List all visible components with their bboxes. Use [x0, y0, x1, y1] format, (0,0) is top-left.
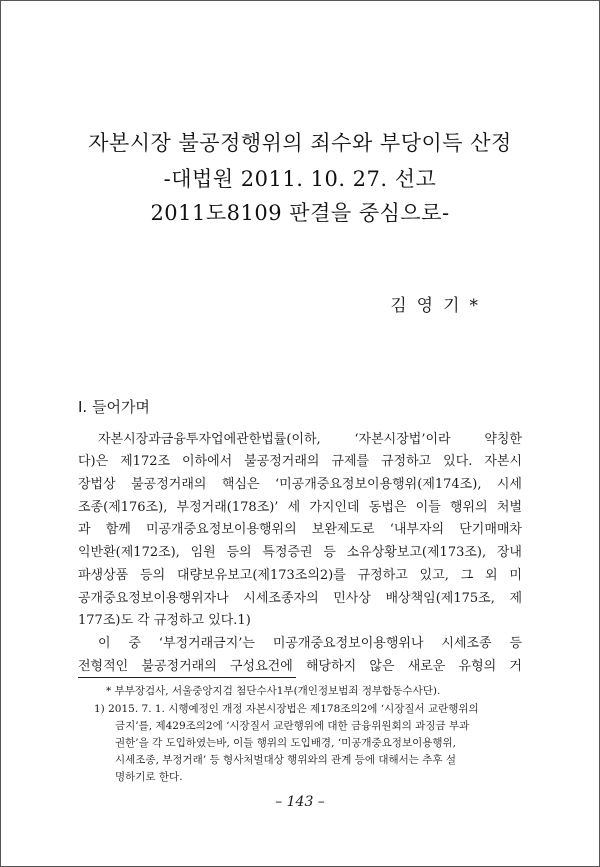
body-line: 장법상 불공정거래의 핵심은 ‘미공개중요정보이용행위(제174조), 시세	[78, 477, 522, 492]
paper-title-line-1: 자본시장 불공정행위의 죄수와 부당이득 산정	[88, 131, 512, 155]
body-line: 파생상품 등의 대량보유보고(제173조의2)를 규정하고 있고, 그 외 미	[78, 568, 522, 583]
body-line: 조종(제176조), 부정거래(178조)’ 세 가지인데 동법은 이들 행위의 처벌	[78, 500, 522, 515]
author-name: 김영기*	[390, 296, 488, 316]
body-line: 익반환(제172조), 임원 등의 특정증권 등 소유상황보고(제173조), 장내	[78, 545, 522, 560]
section-heading: Ⅰ. 들어가며	[78, 398, 150, 416]
footnote-1-line: 명하기로 한다.	[115, 771, 183, 783]
body-line: 자본시장과금융투자업에관한법률(이하, ‘자본시장법’이라 약칭한	[98, 432, 522, 447]
body-line: 이 중 ‘부정거래금지’는 미공개중요정보이용행위나 시세조종 등	[98, 636, 522, 651]
footnote-separator	[78, 677, 296, 678]
footnote-affiliation: * 부부장검사, 서울중앙지검 첨단수사1부(개인정보범죄 정부합동수사단).	[106, 685, 441, 697]
body-line: 177조)도 각 규정하고 있다.1)	[78, 613, 251, 628]
paper-title-line-3: 2011도8109 판결을 중심으로-	[150, 201, 450, 225]
footnote-1-line: 권한’을 각 도입하였는바, 이들 행위의 도입배경, ‘미공개중요정보이용행위,	[115, 737, 457, 749]
body-line: 전형적인 불공정거래의 구성요건에 해당하지 않은 새로운 유형의 거	[78, 659, 522, 674]
footnote-1-line: 1) 2015. 7. 1. 시행예정인 개정 자본시장법은 제178조의2에 ‘시장질서 교란행위의	[94, 703, 479, 715]
footnote-1-line: 금지’를, 제429조의2에 ‘시장질서 교란행위에 대한 금융위원회의 과징금 부과	[115, 720, 470, 732]
body-line: 과 함께 미공개중요정보이용행위의 보완제도로 ‘내부자의 단기매매차	[78, 522, 522, 537]
page-number: – 143 –	[275, 794, 325, 810]
body-line: 다)은 제172조 이하에서 불공정거래의 규제를 규정하고 있다. 자본시	[78, 454, 522, 469]
body-line: 공개중요정보이용행위자나 시세조종자의 민사상 배상책임(제175조, 제	[78, 591, 522, 606]
footnote-1-line: 시세조종, 부정거래’ 등 형사처벌대상 행위와의 관계 등에 대해서는 추후 설	[115, 754, 457, 766]
paper-title-line-2: -대법원 2011. 10. 27. 선고	[163, 167, 437, 191]
